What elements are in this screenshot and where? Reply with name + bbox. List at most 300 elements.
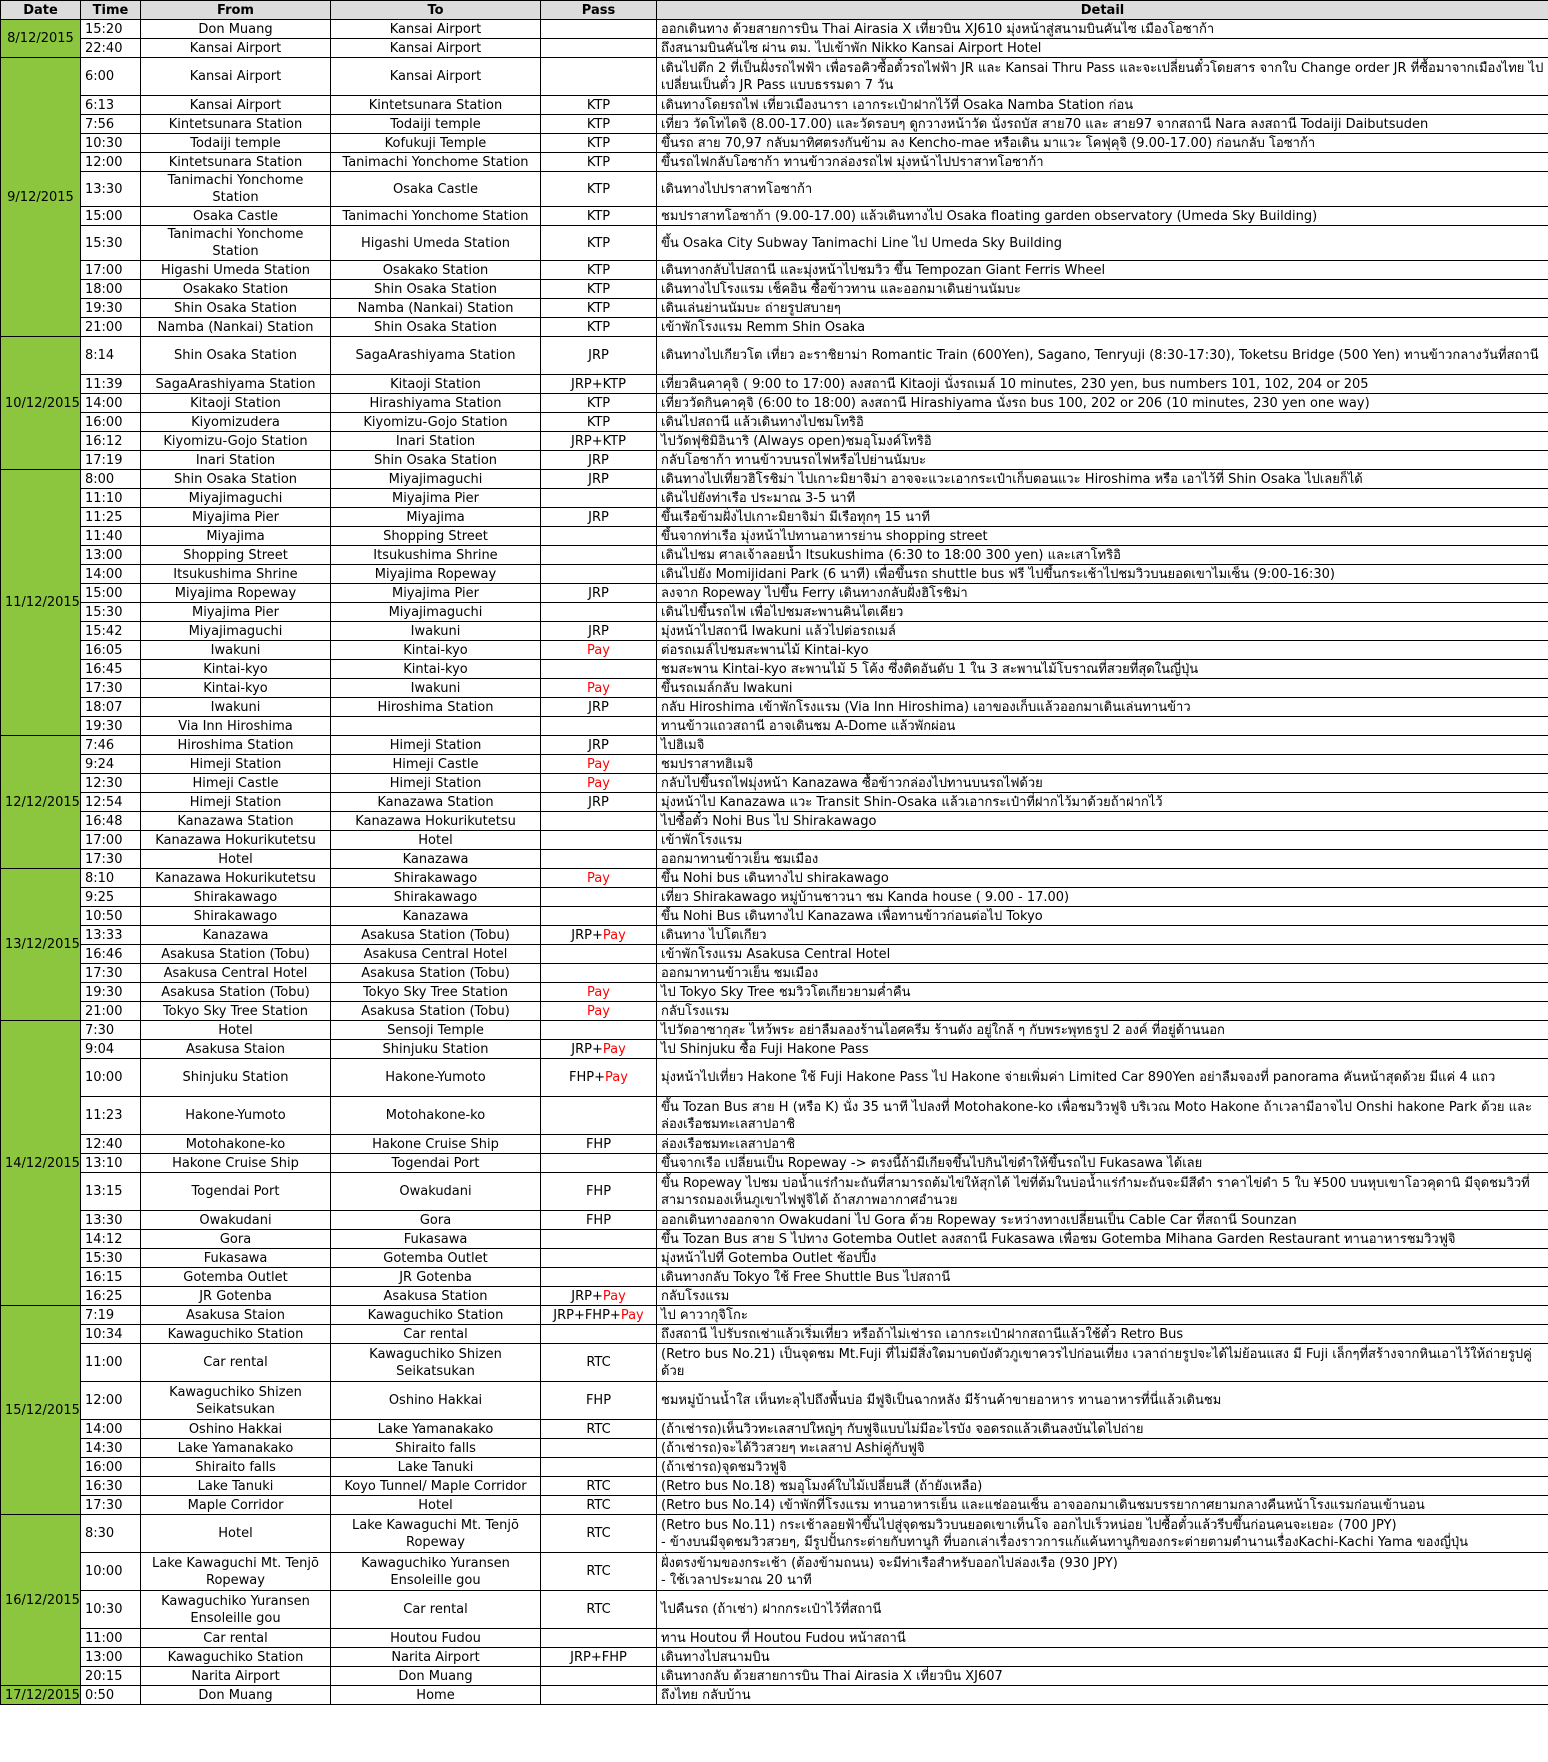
detail-cell: ถึงสถานี ไปรับรถเช่าแล้วเริ่มเที่ยว หรือถ้าไม่เช่ารถ เอากระเป๋าฝากสถานีแล้วใช้ตั๋ว Retro Bus [657,1325,1548,1344]
pass-cell [541,926,657,945]
time-cell: 7:46 [81,736,141,755]
pass-cell [541,1021,657,1040]
from-cell: Gora [141,1230,331,1249]
pass-cell [541,39,657,58]
pass-label: JRP+ [571,1041,603,1057]
to-cell: Kawaguchiko Yuransen Ensoleille gou [331,1553,541,1591]
to-cell: Hotel [331,1496,541,1515]
time-cell: 15:00 [81,207,141,226]
from-cell: SagaArashiyama Station [141,375,331,394]
table-row [1,1458,1548,1477]
pass-cell [541,261,657,280]
table-row [1,1629,1548,1648]
table-row [1,20,1548,39]
time-cell: 17:30 [81,1496,141,1515]
table-row [1,983,1548,1002]
table-row [1,39,1548,58]
to-cell: Sensoji Temple [331,1021,541,1040]
pay-label: Pay [587,680,610,696]
to-cell: Miyajimaguchi [331,603,541,622]
detail-cell: เที่ยว วัดโทไดจิ (8.00-17.00) และวัดรอบๆ ดูกวางหน้าวัด นั่งรถบัส สาย70 และ สาย97 จากสถานี Nara ลงสถานี Todaiji Daibutsuden [657,115,1548,134]
pass-label: FHP [585,1212,612,1228]
pass-label: JRP [588,794,609,810]
pass-cell [541,1439,657,1458]
pass-cell [541,850,657,869]
pass-cell [541,134,657,153]
time-cell: 16:15 [81,1268,141,1287]
pass-label: KTP [586,395,611,411]
to-cell: Kintetsunara Station [331,96,541,115]
table-row [1,603,1548,622]
from-cell: Togendai Port [141,1173,331,1211]
table-row [1,717,1548,736]
time-cell: 12:54 [81,793,141,812]
pass-cell [541,565,657,584]
to-cell: Osakako Station [331,261,541,280]
pass-cell [541,1154,657,1173]
time-cell: 18:07 [81,698,141,717]
from-cell: Kawaguchiko Shizen Seikatsukan [141,1382,331,1420]
pass-cell [541,1458,657,1477]
from-cell: Miyajima Pier [141,603,331,622]
table-row [1,470,1548,489]
time-cell: 10:00 [81,1553,141,1591]
time-cell: 10:30 [81,1591,141,1629]
detail-cell: ขึ้น Tozan Bus สาย S ไปทาง Gotemba Outlet ลงสถานี Fukasawa เพื่อชม Gotemba Mihana Garden Restaurant ทานอาหารชมวิวฟูจิ [657,1230,1548,1249]
detail-cell: ขึ้นรถเมล์กลับ Iwakuni [657,679,1548,698]
time-cell: 10:30 [81,134,141,153]
pay-label: Pay [587,1003,610,1019]
table-row [1,1686,1548,1705]
pay-label: Pay [587,870,610,886]
table-row [1,96,1548,115]
pass-label: KTP [586,116,611,132]
pass-label: KTP [586,414,611,430]
pass-cell [541,280,657,299]
to-cell: Houtou Fudou [331,1629,541,1648]
detail-cell: (ถ้าเช่ารถ)เห็นวิวทะเลสาปใหญ่ๆ กับฟูจิแบบไม่มีอะไรบัง จอดรถแล้วเดินลงบันไดไปถ่าย [657,1420,1548,1439]
time-cell: 19:30 [81,983,141,1002]
date-cell: 15/12/2015 [1,1306,81,1515]
from-cell: Lake Tanuki [141,1477,331,1496]
pass-cell [541,660,657,679]
table-row [1,451,1548,470]
time-cell: 14:00 [81,1420,141,1439]
pass-cell [541,1059,657,1097]
table-row [1,679,1548,698]
pass-cell [541,907,657,926]
pass-cell [541,698,657,717]
table-row [1,58,1548,96]
pass-label: KTP [586,181,611,197]
table-row [1,508,1548,527]
detail-cell: ถึงไทย กลับบ้าน [657,1686,1548,1705]
detail-cell: (Retro bus No.11) กระเช้าลอยฟ้าขึ้นไปสู่จุดชมวิวบนยอดเขาเท็นโจ ออกไปเร็วหน่อย ไปซื้อตั๋วแล้วรีบขึ้นก่อนคนจะเยอะ (700 JPY) - ข้างบนมีจุดชมวิวสวยๆ, มีรูปปั้นกระต่ายกับทานูกิ ที่บอกเล่าเรื่องราวการแก้แค้นทานูกิของกระต่ายตามตำนานเรื่องKachi-Kachi Yama ของญี่ปุ่น [657,1515,1548,1553]
time-cell: 15:30 [81,603,141,622]
detail-cell: ไป Shinjuku ซื้อ Fuji Hakone Pass [657,1040,1548,1059]
detail-cell: เดินทาง ไปโตเกียว [657,926,1548,945]
detail-cell: ไปวัดฟุชิมิอินาริ (Always open)ชมอุโมงค์โทริอิ [657,432,1548,451]
pass-label: KTP [586,97,611,113]
to-cell: Kansai Airport [331,58,541,96]
header-pass: Pass [541,1,657,20]
detail-cell: ขึ้นจากเรือ เปลี่ยนเป็น Ropeway -> ตรงนี้ถ้ามีเกียจขึ้นไปกินไข่ดำให้ขึ้นรถไป Fukasawa ได้เลย [657,1154,1548,1173]
table-row [1,1515,1548,1553]
date-cell: 9/12/2015 [1,58,81,337]
to-cell: Asakusa Central Hotel [331,945,541,964]
detail-cell: ทาน Houtou ที่ Houtou Fudou หน้าสถานี [657,1629,1548,1648]
time-cell: 10:34 [81,1325,141,1344]
from-cell: Miyajima Pier [141,508,331,527]
pass-label: KTP [586,135,611,151]
detail-cell: กลับโรงแรม [657,1002,1548,1021]
table-row [1,565,1548,584]
table-row [1,1059,1548,1097]
pass-label: JRP [588,348,609,363]
pass-label: JRP [588,471,609,487]
time-cell: 15:30 [81,226,141,261]
detail-cell: เดินทางกลับไปสถานี และมุ่งหน้าไปชมวิว ขึ้น Tempozan Giant Ferris Wheel [657,261,1548,280]
table-row [1,207,1548,226]
detail-cell: (Retro bus No.18) ชมอุโมงค์ใบไม้เปลี่ยนสี (ถ้ายังเหลือ) [657,1477,1548,1496]
from-cell: Miyajima [141,527,331,546]
time-cell: 13:30 [81,172,141,207]
detail-cell: เดินไปตึก 2 ที่เป็นฝั่งรถไฟฟ้า เพื่อรอคิวซื้อตั๋วรถไฟฟ้า JR และ Kansai Thru Pass และจะเปลี่ยนตั๋วโดยสาร จากใบ Change order JR ที่ซื้อมาจากเมืองไทย ไปเปลี่ยนเป็นตั๋ว JR Pass แบบธรรมดา 7 วัน [657,58,1548,96]
pass-cell [541,1230,657,1249]
table-row [1,1591,1548,1629]
from-cell: Oshino Hakkai [141,1420,331,1439]
detail-cell: ขึ้น Tozan Bus สาย H (หรือ K) นั่ง 35 นาที ไปลงที่ Motohakone-ko เพื่อชมวิวฟูจิ บริเวณ Moto Hakone ถ้าเวลามีอาจไป Onshi hakone Park ด้วย และล่องเรือชมทะเลสาปอาชิ [657,1097,1548,1135]
time-cell: 11:39 [81,375,141,394]
time-cell: 8:30 [81,1515,141,1553]
time-cell: 17:19 [81,451,141,470]
time-cell: 8:00 [81,470,141,489]
from-cell: Maple Corridor [141,1496,331,1515]
pass-cell [541,1040,657,1059]
time-cell: 21:00 [81,318,141,337]
to-cell: Kintai-kyo [331,641,541,660]
pass-cell [541,58,657,96]
pass-cell [541,1173,657,1211]
detail-cell: (Retro bus No.14) เข้าพักที่โรงแรม ทานอาหารเย็น และแช่ออนเซ็น อาจออกมาเดินชมบรรยากาศยามกลางคืนหน้าโรงแรมก่อนเข้านอน [657,1496,1548,1515]
table-row [1,1496,1548,1515]
detail-cell: เที่ยว Shirakawago หมู่บ้านชาวนา ชม Kanda house ( 9.00 - 17.00) [657,888,1548,907]
pass-cell [541,299,657,318]
pass-label: KTP [586,262,611,278]
detail-cell: ขึ้นรถไฟกลับโอซาก้า ทานข้าวกล่องรถไฟ มุ่งหน้าไปปราสาทโอซาก้า [657,153,1548,172]
detail-cell: (Retro bus No.21) เป็นจุดชม Mt.Fuji ที่ไม่มีสิ่งใดมาบดบังตัวภูเขาควรไปก่อนเที่ยง เวลาถ่ายรูปจะได้ไม่ย้อนแสง มี Fuji เล็กๆที่สร้างจากหินเอาไว้ให้ถ่ายรูปคู่ด้วย [657,1344,1548,1382]
detail-cell: กลับไปขึ้นรถไฟมุ่งหน้า Kanazawa ซื้อข้าวกล่องไปทานบนรถไฟด้วย [657,774,1548,793]
time-cell: 15:00 [81,584,141,603]
table-row [1,226,1548,261]
to-cell: Kanazawa Station [331,793,541,812]
time-cell: 16:45 [81,660,141,679]
pass-cell [541,1325,657,1344]
to-cell: Asakusa Station (Tobu) [331,1002,541,1021]
to-cell: Shin Osaka Station [331,318,541,337]
to-cell: Todaiji temple [331,115,541,134]
from-cell: Lake Yamanakako [141,1439,331,1458]
to-cell: Inari Station [331,432,541,451]
to-cell: Miyajima [331,508,541,527]
time-cell: 21:00 [81,1002,141,1021]
detail-cell: ถึงสนามบินคันไซ ผ่าน ตม. ไปเข้าพัก Nikko Kansai Airport Hotel [657,39,1548,58]
from-cell: Hotel [141,1021,331,1040]
detail-cell: ชมปราสาทฮิเมจิ [657,755,1548,774]
time-cell: 9:04 [81,1040,141,1059]
to-cell: Iwakuni [331,679,541,698]
pass-label: RTC [586,1602,611,1617]
to-cell: Shin Osaka Station [331,451,541,470]
table-row [1,660,1548,679]
from-cell: Kiyomizudera [141,413,331,432]
pass-label: JRP+ [571,1288,603,1304]
header-date: Date [1,1,81,20]
to-cell: Shinjuku Station [331,1040,541,1059]
pass-cell [541,508,657,527]
from-cell: Shin Osaka Station [141,299,331,318]
table-row [1,793,1548,812]
time-cell: 6:00 [81,58,141,96]
time-cell: 10:00 [81,1059,141,1097]
to-cell: Shiraito falls [331,1439,541,1458]
to-cell: Tokyo Sky Tree Station [331,983,541,1002]
from-cell: Kitaoji Station [141,394,331,413]
from-cell: Todaiji temple [141,134,331,153]
pay-label: Pay [587,756,610,772]
detail-cell: ไปวัดอาซากุสะ ไหว้พระ อย่าลืมลองร้านไอศครีม ร้านดัง อยู่ใกล้ ๆ กับพระพุทธรูป 2 องค์ ที่อยู่ด้านนอก [657,1021,1548,1040]
pass-cell [541,1477,657,1496]
from-cell: Osaka Castle [141,207,331,226]
from-cell: Asakusa Central Hotel [141,964,331,983]
pay-label: Pay [605,1070,628,1085]
pass-label: FHP [585,1136,612,1152]
to-cell: Himeji Station [331,736,541,755]
pass-cell [541,1591,657,1629]
pass-label: JRP [588,699,609,715]
to-cell: Itsukushima Shrine [331,546,541,565]
date-cell: 13/12/2015 [1,869,81,1021]
pass-label: RTC [586,1497,611,1513]
pass-cell [541,1667,657,1686]
to-cell: Hotel [331,831,541,850]
from-cell: Shinjuku Station [141,1059,331,1097]
detail-cell: เดินทางไปสนามบิน [657,1648,1548,1667]
from-cell: Motohakone-ko [141,1135,331,1154]
to-cell: Koyo Tunnel/ Maple Corridor [331,1477,541,1496]
table-row [1,1344,1548,1382]
pass-cell [541,1344,657,1382]
to-cell: Iwakuni [331,622,541,641]
pass-cell [541,172,657,207]
detail-cell: เดินไปขึ้นรถไฟ เพื่อไปชมสะพานคินไตเคียว [657,603,1548,622]
detail-cell: (ถ้าเช่ารถ)จุดชมวิวฟูจิ [657,1458,1548,1477]
pass-cell [541,1496,657,1515]
table-row [1,1249,1548,1268]
detail-cell: เดินไปสถานี แล้วเดินทางไปชมโทริอิ [657,413,1548,432]
header-to: To [331,1,541,20]
time-cell: 16:00 [81,1458,141,1477]
pay-label: Pay [620,1307,644,1323]
pass-cell [541,1097,657,1135]
to-cell: Shirakawago [331,869,541,888]
detail-cell: เดินทางไปเกียวโต เที่ยว อะราชิยาม่า Romantic Train (600Yen), Sagano, Tenryuji (8:30-17:30), Toketsu Bridge (500 Yen) ทานข้าวกลางวันที่สถานี [657,337,1548,375]
to-cell: Owakudani [331,1173,541,1211]
pass-cell [541,736,657,755]
pass-cell [541,1002,657,1021]
time-cell: 17:30 [81,964,141,983]
to-cell: JR Gotenba [331,1268,541,1287]
from-cell: Shiraito falls [141,1458,331,1477]
table-row [1,546,1548,565]
table-row [1,926,1548,945]
detail-cell: ไปฮิเมจิ [657,736,1548,755]
from-cell: Itsukushima Shrine [141,565,331,584]
to-cell: Motohakone-ko [331,1097,541,1135]
detail-cell: เดินทางไปโรงแรม เช็คอิน ซื้อข้าวทาน และออกมาเดินย่านนัมบะ [657,280,1548,299]
from-cell: Kintai-kyo [141,679,331,698]
table-row [1,755,1548,774]
pay-label: Pay [587,642,610,658]
table-row [1,299,1548,318]
detail-cell: ออกมาทานข้าวเย็น ชมเมือง [657,850,1548,869]
table-row [1,115,1548,134]
pass-cell [541,584,657,603]
from-cell: Kanazawa [141,926,331,945]
to-cell: Kansai Airport [331,20,541,39]
to-cell: Kawaguchiko Station [331,1306,541,1325]
detail-cell: กลับโอซาก้า ทานข้าวบนรถไฟหรือไปย่านนัมบะ [657,451,1548,470]
to-cell: Kintai-kyo [331,660,541,679]
pass-cell [541,755,657,774]
pass-cell [541,812,657,831]
time-cell: 0:50 [81,1686,141,1705]
time-cell: 14:00 [81,394,141,413]
detail-cell: เดินไปชม ศาลเจ้าลอยน้ำ Itsukushima (6:30 to 18:00 300 yen) และเสาโทริอิ [657,546,1548,565]
pass-cell [541,1515,657,1553]
to-cell: Kofukuji Temple [331,134,541,153]
detail-cell: ชมสะพาน Kintai-kyo สะพานไม้ 5 โค้ง ซึ่งติดอันดับ 1 ใน 3 สะพานไม้โบราณที่สวยที่สุดในญี่ปุ่น [657,660,1548,679]
pass-cell [541,20,657,39]
to-cell: Shopping Street [331,527,541,546]
time-cell: 6:13 [81,96,141,115]
date-cell: 17/12/2015 [1,1686,81,1705]
time-cell: 17:00 [81,831,141,850]
detail-cell: ขึ้น Ropeway ไปชม บ่อน้ำแร่กำมะถันที่สามารถต้มไข่ให้สุกได้ ไข่ที่ต้มในบ่อน้ำแร่กำมะถันจะมีสีดำ ราคาไข่ดำ 5 ใบ ¥500 บนหุบเขาโอวคุดานิ มีจุดชมวิวที่สามารถมองเห็นภูเขาไฟฟูจิได้ ถ้าสภาพอากาศอำนวย [657,1173,1548,1211]
pass-cell [541,1686,657,1705]
detail-cell: เดินทางกลับ Tokyo ใช้ Free Shuttle Bus ไปสถานี [657,1268,1548,1287]
from-cell: Himeji Castle [141,774,331,793]
table-row [1,1287,1548,1306]
time-cell: 11:10 [81,489,141,508]
time-cell: 8:10 [81,869,141,888]
table-row [1,1021,1548,1040]
detail-cell: ต่อรถเมล์ไปชมสะพานไม้ Kintai-kyo [657,641,1548,660]
from-cell: Miyajimaguchi [141,622,331,641]
pass-label: FHP+ [569,1070,606,1085]
table-row [1,641,1548,660]
to-cell: Lake Tanuki [331,1458,541,1477]
to-cell: Shirakawago [331,888,541,907]
table-row [1,736,1548,755]
detail-cell: มุ่งหน้าไปสถานี Iwakuni แล้วไปต่อรถเมล์ [657,622,1548,641]
from-cell: Kawaguchiko Station [141,1325,331,1344]
time-cell: 13:33 [81,926,141,945]
pass-cell [541,153,657,172]
pass-label: RTC [586,1478,611,1494]
table-row [1,280,1548,299]
pay-label: Pay [587,984,610,1000]
table-row [1,888,1548,907]
table-row [1,1306,1548,1325]
time-cell: 13:00 [81,546,141,565]
to-cell: Togendai Port [331,1154,541,1173]
pay-label: Pay [602,1288,626,1304]
table-row [1,153,1548,172]
detail-cell: เดินไปยัง Momijidani Park (6 นาที) เพื่อขึ้นรถ shuttle bus ฟรี ไปขึ้นกระเช้าไปชมวิวบนยอดเขาไมเซ็น (9:00-16:30) [657,565,1548,584]
from-cell: Kintai-kyo [141,660,331,679]
to-cell: Lake Kawaguchi Mt. Tenjō Ropeway [331,1515,541,1553]
pass-label: KTP [586,154,611,170]
from-cell: Iwakuni [141,641,331,660]
from-cell: Don Muang [141,20,331,39]
pass-label: JRP+KTP [571,376,626,392]
time-cell: 13:15 [81,1173,141,1211]
from-cell: Shopping Street [141,546,331,565]
to-cell: Miyajima Pier [331,489,541,508]
from-cell: Kintetsunara Station [141,115,331,134]
pass-label: JRP [588,585,609,601]
time-cell: 11:23 [81,1097,141,1135]
time-cell: 11:40 [81,527,141,546]
detail-cell: มุ่งหน้าไป Kanazawa แวะ Transit Shin-Osaka แล้วเอากระเป๋าที่ฝากไว้มาด้วยถ้าฝากไว้ [657,793,1548,812]
table-row [1,1439,1548,1458]
from-cell: Hiroshima Station [141,736,331,755]
date-cell: 8/12/2015 [1,20,81,58]
detail-cell: กลับ Hiroshima เข้าพักโรงแรม (Via Inn Hiroshima) เอาของเก็บแล้วออกมาเดินเล่นทานข้าว [657,698,1548,717]
table-row [1,375,1548,394]
pass-cell [541,337,657,375]
pass-cell [541,226,657,261]
detail-cell: ชมหมู่บ้านน้ำใส เห็นทะลุไปถึงพื้นบ่อ มีฟูจิเป็นฉากหลัง มีร้านค้าขายอาหาร ทานอาหารที่นี่แล้วเดินชม [657,1382,1548,1420]
table-row [1,774,1548,793]
pass-cell [541,451,657,470]
time-cell: 20:15 [81,1667,141,1686]
detail-cell: ลงจาก Ropeway ไปขึ้น Ferry เดินทางกลับฝั่งฮิโรชิม่า [657,584,1548,603]
time-cell: 11:00 [81,1344,141,1382]
header-detail: Detail [657,1,1548,20]
table-row [1,1211,1548,1230]
from-cell: Narita Airport [141,1667,331,1686]
to-cell: Gora [331,1211,541,1230]
time-cell: 18:00 [81,280,141,299]
time-cell: 10:50 [81,907,141,926]
table-row [1,584,1548,603]
pass-label: JRP+KTP [571,433,626,449]
detail-cell: ไปคืนรถ (ถ้าเช่า) ฝากกระเป๋าไว้ที่สถานี [657,1591,1548,1629]
from-cell: Kanazawa Hokurikutetsu [141,869,331,888]
from-cell: Shin Osaka Station [141,337,331,375]
table-row [1,1040,1548,1059]
header-time: Time [81,1,141,20]
time-cell: 14:30 [81,1439,141,1458]
pass-cell [541,1420,657,1439]
time-cell: 17:30 [81,679,141,698]
pass-cell [541,318,657,337]
table-row [1,1420,1548,1439]
to-cell: Hiroshima Station [331,698,541,717]
detail-cell: เที่ยววัดกินคาคุจิ (6:00 to 18:00) ลงสถานี Hirashiyama นั่งรถ bus 100, 202 or 206 (10 minutes, 230 yen one way) [657,394,1548,413]
